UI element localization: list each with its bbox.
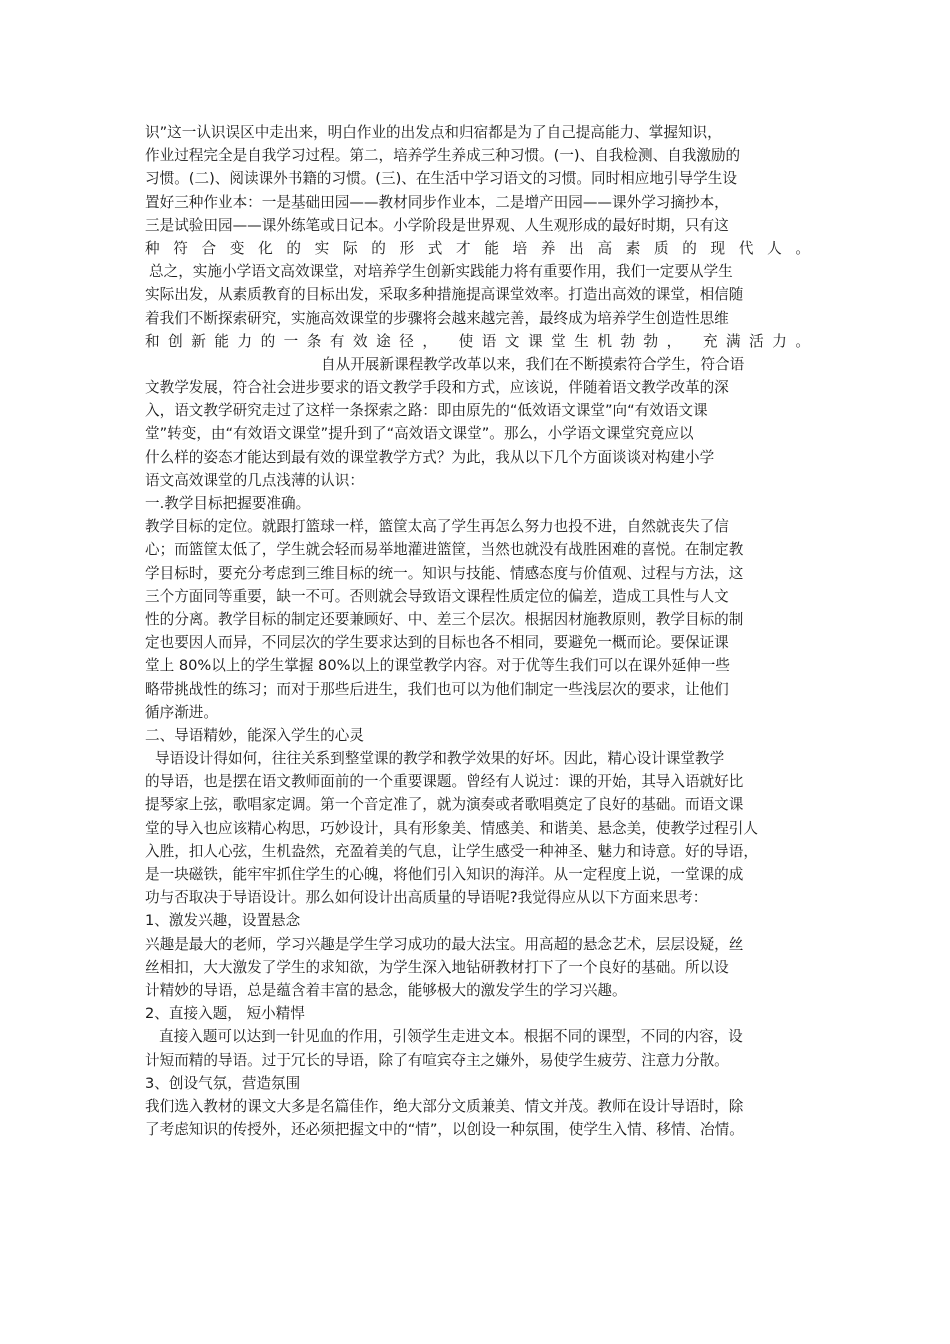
paragraph-start-line: 自从开展新课程教学改革以来，我们在不断摸索符合学生，符合语 [321, 355, 745, 373]
text-line: 的导语，也是摆在语文教师面前的一个重要课题。曾经有人说过：课的开始，其导入语就好比 [145, 773, 744, 791]
text-line: 计短而精的导语。过于冗长的导语，除了有喧宾夺主之嫌外，易使学生疲劳、注意力分散。 [145, 1051, 729, 1069]
text-line: 心；而篮筐太低了，学生就会轻而易举地灌进篮筐，当然也就没有战胜困难的喜悦。在制定教 [145, 541, 744, 559]
text-line: 和创新能力的一条有效途径， 使语文课堂生机勃勃， 充满活力。 [145, 332, 810, 350]
text-line: 我们选入教材的课文大多是名篇佳作，绝大部分文质兼美、情文并茂。教师在设计导语时，除 [145, 1097, 744, 1115]
text-line: 置好三种作业本：一是基础田园——教材同步作业本，二是增产田园——课外学习摘抄本， [145, 193, 729, 211]
text-line: 实际出发，从素质教育的目标出发，采取多种措施提高课堂效率。打造出高效的课堂，相信随 [145, 286, 744, 304]
text-line: 语文高效课堂的几点浅薄的认识： [145, 471, 364, 489]
text-line: 堂上 80%以上的学生掌握 80%以上的课堂教学内容。对于优等生我们可以在课外延伸一些 [145, 657, 730, 675]
text-line: 作业过程完全是自我学习过程。第二，培养学生养成三种习惯。(一)、自我检测、自我激励的 [145, 147, 741, 165]
text-line: 定也要因人而异，不同层次的学生要求达到的目标也各不相同，要避免一概而论。要保证课 [145, 634, 729, 652]
text-line: 习惯。(二)、阅读课外书籍的习惯。(三)、在生活中学习语文的习惯。同时相应地引导学生设 [145, 170, 737, 188]
text-line: 三是试验田园——课外练笔或日记本。小学阶段是世界观、人生观形成的最好时期，只有这 [145, 216, 729, 234]
section-heading: 一.教学目标把握要准确。 [145, 495, 311, 512]
text-line: 教学目标的定位。就跟打篮球一样，篮筐太高了学生再怎么努力也投不进，自然就丧失了信 [145, 518, 729, 536]
text-line: 略带挑战性的练习；而对于那些后进生，我们也可以为他们制定一些浅层次的要求，让他们 [145, 680, 729, 698]
text-line: 入胜，扣人心弦，生机盎然，充盈着美的气息，让学生感受一种神圣、魅力和诗意。好的导语， [145, 842, 758, 860]
document-page [145, 121, 810, 1141]
text-line: 入，语文教学研究走过了这样一条探索之路：即由原先的“低效语文课堂”向“有效语文课 [145, 402, 708, 420]
subsection-heading: 3、创设气氛，营造氛围 [145, 1074, 301, 1092]
text-line: 三个方面同等重要，缺一不可。否则就会导致语文课程性质定位的偏差，造成工具性与人文 [145, 587, 729, 605]
text-line: 识”这一认识误区中走出来，明白作业的出发点和归宿都是为了自己提高能力、掌握知识， [145, 124, 722, 141]
subsection-heading: 2、直接入题， 短小精悍 [145, 1005, 305, 1023]
text-line: 计精妙的导语，总是蕴含着丰富的悬念，能够极大的激发学生的学习兴趣。 [145, 981, 627, 999]
text-line: 学目标时，要充分考虑到三维目标的统一。知识与技能、情感态度与价值观、过程与方法，这 [145, 564, 744, 582]
section-heading: 二、导语精妙，能深入学生的心灵 [145, 726, 364, 744]
text-line: 性的分离。教学目标的制定还要兼顾好、中、差三个层次。根据因材施教原则，教学目标的制 [145, 610, 744, 628]
text-line: 堂”转变，由“有效语文课堂”提升到了“高效语文课堂”。那么，小学语文课堂究竟应以 [145, 425, 694, 443]
text-line: 兴趣是最大的老师，学习兴趣是学生学习成功的最大法宝。用高超的悬念艺术，层层设疑，丝 [145, 935, 744, 953]
text-line: 文教学发展，符合社会进步要求的语文教学手段和方式，应该说，伴随着语文教学改革的深 [145, 379, 729, 397]
text-line: 种符合变化的实际的形式才能培养出高素质的现代人。 [145, 239, 810, 257]
subsection-heading: 1、激发兴趣，设置悬念 [145, 912, 301, 930]
text-line: 了考虑知识的传授外，还必须把握文中的“情”，以创设一种氛围，使学生入情、移情、冶情。 [145, 1121, 744, 1139]
text-line: 丝相扣，大大激发了学生的求知欲，为学生深入地钻研教材打下了一个良好的基础。所以设 [145, 958, 729, 976]
paragraph-start-line: 总之，实施小学语文高效课堂，对培养学生创新实践能力将有重要作用，我们一定要从学生 [149, 263, 733, 281]
text-line: 什么样的姿态才能达到最有效的课堂教学方式？为此，我从以下几个方面谈谈对构建小学 [145, 448, 715, 466]
text-line: 是一块磁铁，能牢牢抓住学生的心魄，将他们引入知识的海洋。从一定程度上说，一堂课的成 [145, 866, 744, 883]
paragraph-start-line: 导语设计得如何，往往关系到整堂课的教学和教学效果的好坏。因此，精心设计课堂教学 [155, 750, 725, 768]
text-line: 循序渐进。 [145, 703, 218, 721]
paragraph-start-line: 直接入题可以达到一针见血的作用，引领学生走进文本。根据不同的课型，不同的内容，设 [159, 1028, 743, 1046]
text-line: 功与否取决于导语设计。那么如何设计出高质量的导语呢?我觉得应从以下方面来思考： [145, 889, 708, 907]
text-line: 提琴家上弦，歌唱家定调。第一个音定准了，就为演奏或者歌唱奠定了良好的基础。而语文课 [145, 796, 744, 814]
text-line: 堂的导入也应该精心构思，巧妙设计，具有形象美、情感美、和谐美、悬念美，使教学过程引人 [145, 819, 758, 837]
text-line: 着我们不断探索研究，实施高效课堂的步骤将会越来越完善，最终成为培养学生创造性思维 [145, 309, 729, 327]
